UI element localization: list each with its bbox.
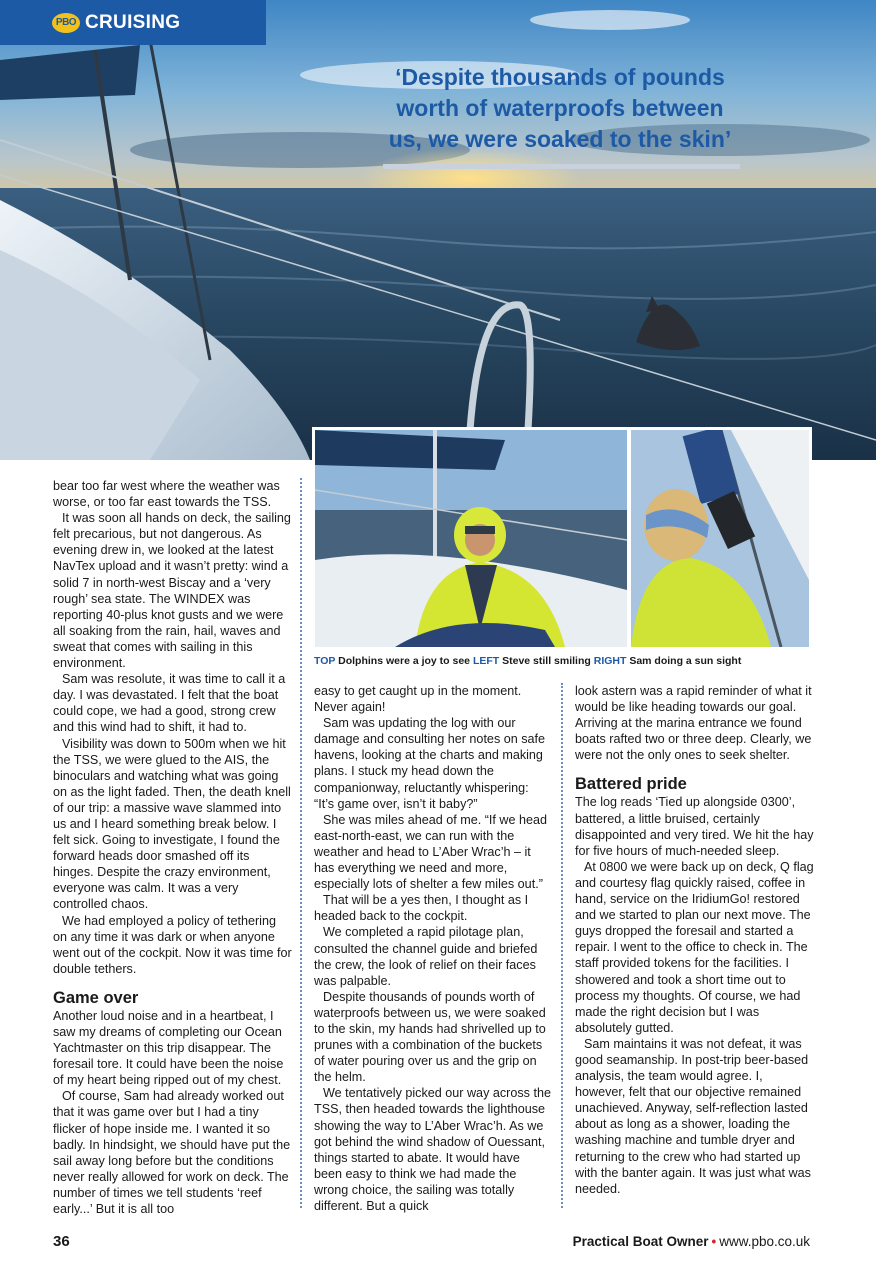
paragraph: At 0800 we were back up on deck, Q flag and courtesy flag quickly raised, coffee in hand, service on the IridiumGo! restored and we started to plan our next move. The guys dropped the foresail and started a repair. I went to the office to check in. The staff provided tokens for the facilities. I showered and took a short time out to process my thoughts. Of course, we had made the right decision but I was absolutely gutted. — [575, 859, 814, 1035]
caption-right-text: Sam doing a sun sight — [629, 655, 742, 667]
sam-photo — [628, 427, 812, 650]
caption-left-label: LEFT — [472, 655, 500, 667]
footer-separator: • — [711, 1234, 717, 1249]
paragraph: Sam was updating the log with our damage and consulting her notes on safe havens, looking at the charts and making plans. I stuck my head down the companionway, reluctantly whispering: “It’s game over, isn’t it baby?” — [314, 716, 546, 811]
pbo-logo: PBO — [52, 13, 80, 33]
paragraph: Another loud noise and in a heartbeat, I saw my dreams of completing our Ocean Yachtmaster on this trip disappear. The foresail tore. It could have been the noise of my heart being ripped out of my chest. — [53, 1008, 284, 1088]
paragraph: We tentatively picked our way across the TSS, then headed towards the lighthouse showing the way to L’Aber Wrac’h. As we got behind the wind shadow of Ouessant, things started to abate. It would have been easy to think we had made the wrong choice, the sailing was totally different. But a quick — [314, 1086, 551, 1213]
article-column-1 — [53, 478, 293, 1217]
article-column-2 — [314, 683, 551, 1214]
paragraph: Of course, Sam had already worked out that it was game over but I had a tiny flicker of hope inside me. I wanted it so badly. In hindsight, we should have put the sail away long before but the conditions never really allowed for work on deck. The number of times we tell students ‘reef early...’ But it is all too — [53, 1089, 291, 1217]
caption-right-label: RIGHT — [593, 655, 627, 667]
pull-quote: ‘Despite thousands of pounds worth of waterproofs between us, we were soaked to the skin’ — [388, 64, 732, 152]
paragraph: It was soon all hands on deck, the sailing felt precarious, but not dangerous. As evening drew in, we looked at the latest NavTex upload and it wasn’t pretty: wind a solid 7 in north-west Biscay and a ‘very rough’ sea state. The WINDEX was reporting 40-plus knot gusts and we were all soaking from the rain, hail, waves and sweat that comes with sailing in this environment. — [53, 511, 291, 671]
section-name: CRUISING — [85, 11, 181, 33]
paragraph: bear too far west where the weather was worse, or too far east towards the TSS. — [53, 479, 280, 510]
column-divider — [300, 478, 302, 1208]
paragraph: look astern was a rapid reminder of what it would be like heading towards our goal. Arriving at the marina entrance we found boats rafted two or three deep. Clearly, we were not the only ones to seek shelter. — [575, 684, 812, 763]
paragraph: We had employed a policy of tethering on any time it was dark or when anyone went out of the cockpit. Now it was time for double tethers. — [53, 913, 292, 976]
caption-top-label: TOP — [314, 655, 336, 667]
paragraph: Visibility was down to 500m when we hit the TSS, we were glued to the AIS, the binoculars and watching what was going on as the light faded. Then, the death knell of our trip: a massive wave slammed into us and I heard something break below. I felt sick. Going to investigate, I found the forward heads door smashed off its hinges. Despite the crazy environment, everyone was calm. It was a very controlled chaos. — [53, 736, 291, 912]
page-number: 36 — [53, 1233, 70, 1250]
column-divider — [561, 683, 563, 1208]
caption-left-text: Steve still smiling — [502, 655, 591, 667]
paragraph: Sam was resolute, it was time to call it a day. I was devastated. I felt that the boat could cope, we had a good, strong crew and this wind had to shift, it had to. — [53, 672, 286, 735]
paragraph: easy to get caught up in the moment. Never again! — [314, 684, 522, 715]
subheading-game-over: Game over — [53, 988, 139, 1007]
footer-credit — [573, 1234, 810, 1249]
paragraph: She was miles ahead of me. “If we head east-north-east, we can run with the weather and head to L’Aber Wrac’h – it has everything we need and more, especially lots of shelter a few miles out.” — [314, 812, 548, 892]
caption-top-text: Dolphins were a joy to see — [338, 655, 471, 667]
paragraph: That will be a yes then, I thought as I headed back to the cockpit. — [314, 893, 529, 924]
magazine-name: Practical Boat Owner — [572, 1234, 709, 1249]
pull-quote-rule — [383, 164, 740, 169]
paragraph: The log reads ‘Tied up alongside 0300’, battered, a little bruised, certainly disappointed and very tired. We hit the hay for five hours of much-needed sleep. — [575, 795, 814, 858]
website-link[interactable]: www.pbo.co.uk — [719, 1234, 810, 1249]
section-tab — [0, 0, 266, 45]
subheading-battered-pride: Battered pride — [575, 775, 687, 794]
steve-photo — [312, 427, 630, 650]
photo-caption — [314, 655, 814, 667]
paragraph: We completed a rapid pilotage plan, consulted the channel guide and briefed the crew, the look of relief on their faces was palpable. — [314, 925, 538, 988]
paragraph: Despite thousands of pounds worth of waterproofs between us, we were soaked to the skin, my hands had shrivelled up to prunes with a combination of the buckets of water pouring over us and the grip on the helm. — [314, 989, 546, 1085]
article-column-3 — [575, 683, 815, 1197]
paragraph: Sam maintains it was not defeat, it was good seamanship. In post-trip beer-based analysis, the team would agree. I, however, felt that our objective remained unachieved. Anyway, self-reflection lasted about as long as a shower, loading the washing machine and tumble dryer and returning to the crew who had started up with the banter again. It was just what was needed. — [575, 1036, 811, 1196]
